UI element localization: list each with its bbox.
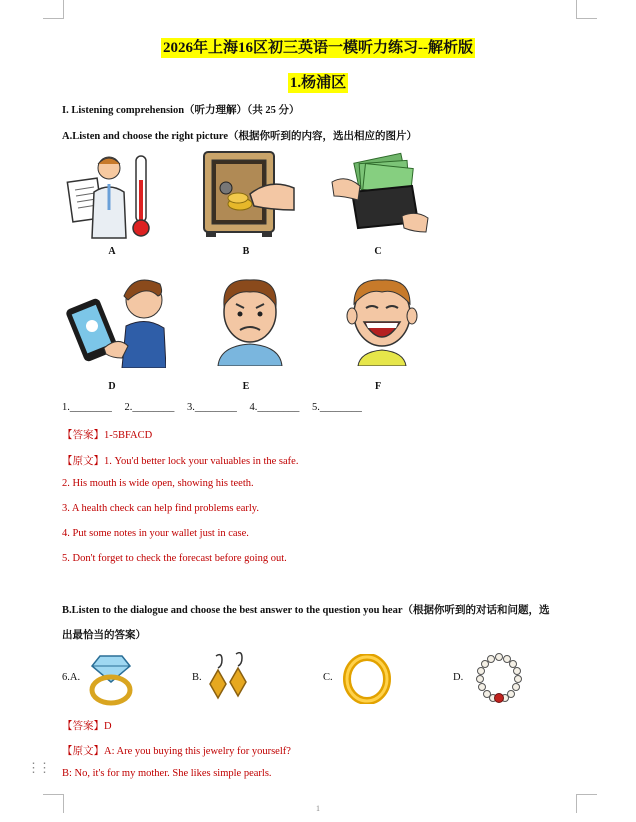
answer-b <box>62 718 112 733</box>
option-a-label: 6.A. <box>62 672 81 683</box>
drag-handle-icon[interactable]: ⋮⋮ <box>27 760 49 775</box>
option-d-picture[interactable] <box>474 652 524 706</box>
transcript-tag: 【原文】 <box>62 456 104 467</box>
document-title: 2026年上海16区初三英语一模听力练习--解析版 <box>163 40 473 56</box>
picture-e-caption: E <box>242 381 250 392</box>
picture-b <box>198 148 298 240</box>
answer-tag: 【答案】 <box>62 721 104 732</box>
transcript-b-line-1 <box>62 743 291 758</box>
answer-text: D <box>104 721 112 732</box>
transcript-line: 1. You'd better lock your valuables in the safe. <box>104 456 299 467</box>
picture-a <box>64 150 164 242</box>
safe-valuables-icon <box>198 148 298 240</box>
transcript-a-line-4: 4. Put some notes in your wallet just in case. <box>62 528 249 539</box>
picture-d-caption: D <box>108 381 116 392</box>
doctor-thermometer-icon <box>64 150 164 242</box>
transcript-a-line-1 <box>62 453 298 468</box>
picture-b-caption: B <box>242 246 250 257</box>
answer-blanks <box>62 402 372 413</box>
part-a-heading: A.Listen and choose the right picture（根据你听到的内容，选出相应的图片） <box>62 131 418 142</box>
blank-3[interactable]: 3.________ <box>187 402 237 413</box>
option-b-picture[interactable] <box>206 652 256 706</box>
document-title-wrap <box>0 36 636 57</box>
picture-e <box>200 268 300 360</box>
crop-mark-top-right <box>576 0 597 19</box>
blank-5[interactable]: 5.________ <box>312 402 362 413</box>
transcript-a-line-2: 2. His mouth is wide open, showing his teeth. <box>62 478 254 489</box>
crop-mark-top-left <box>43 0 64 19</box>
transcript-a-line-5: 5. Don't forget to check the forecast before going out. <box>62 553 287 564</box>
blank-4[interactable]: 4.________ <box>249 402 300 413</box>
phone-weather-icon <box>66 270 166 368</box>
diamond-ring-icon <box>86 652 136 706</box>
earrings-icon <box>206 652 256 706</box>
transcript-tag: 【原文】 <box>62 746 104 757</box>
blank-1[interactable]: 1.________ <box>62 402 112 413</box>
gold-ring-icon <box>342 654 392 704</box>
option-b-label: B. <box>192 672 202 683</box>
answer-tag: 【答案】 <box>62 430 104 441</box>
picture-f-caption: F <box>374 381 382 392</box>
document-subtitle-wrap <box>0 71 636 92</box>
part-b-heading-line-1: B.Listen to the dialogue and choose the best answer to the question you hear（根据你听到的对话和问题，选 <box>62 605 550 616</box>
part-b-heading-line-2: 出最恰当的答案） <box>62 630 146 641</box>
picture-c <box>330 152 430 244</box>
laughing-boy-icon <box>332 268 432 366</box>
picture-f <box>332 268 432 360</box>
option-c-label: C. <box>323 672 333 683</box>
page-number: 1 <box>316 804 320 813</box>
picture-c-caption: C <box>374 246 382 257</box>
picture-a-caption: A <box>108 246 116 257</box>
picture-d <box>66 270 166 362</box>
transcript-b-line-2: B: No, it's for my mother. She likes simple pearls. <box>62 768 272 779</box>
section-heading: I. Listening comprehension（听力理解）（共 25 分） <box>62 105 300 116</box>
pearl-necklace-icon <box>474 652 524 706</box>
option-c-picture[interactable] <box>342 654 392 704</box>
answer-a <box>62 427 152 442</box>
worried-man-icon <box>200 268 300 366</box>
document-subtitle: 1.杨浦区 <box>289 75 347 91</box>
transcript-line: A: Are you buying this jewelry for yourself? <box>104 746 291 757</box>
option-d-label: D. <box>453 672 464 683</box>
transcript-a-line-3: 3. A health check can help find problems early. <box>62 503 260 514</box>
option-a-picture[interactable] <box>86 652 136 706</box>
wallet-money-icon <box>330 152 430 240</box>
answer-text: 1-5BFACD <box>104 430 153 441</box>
blank-2[interactable]: 2.________ <box>124 402 175 413</box>
